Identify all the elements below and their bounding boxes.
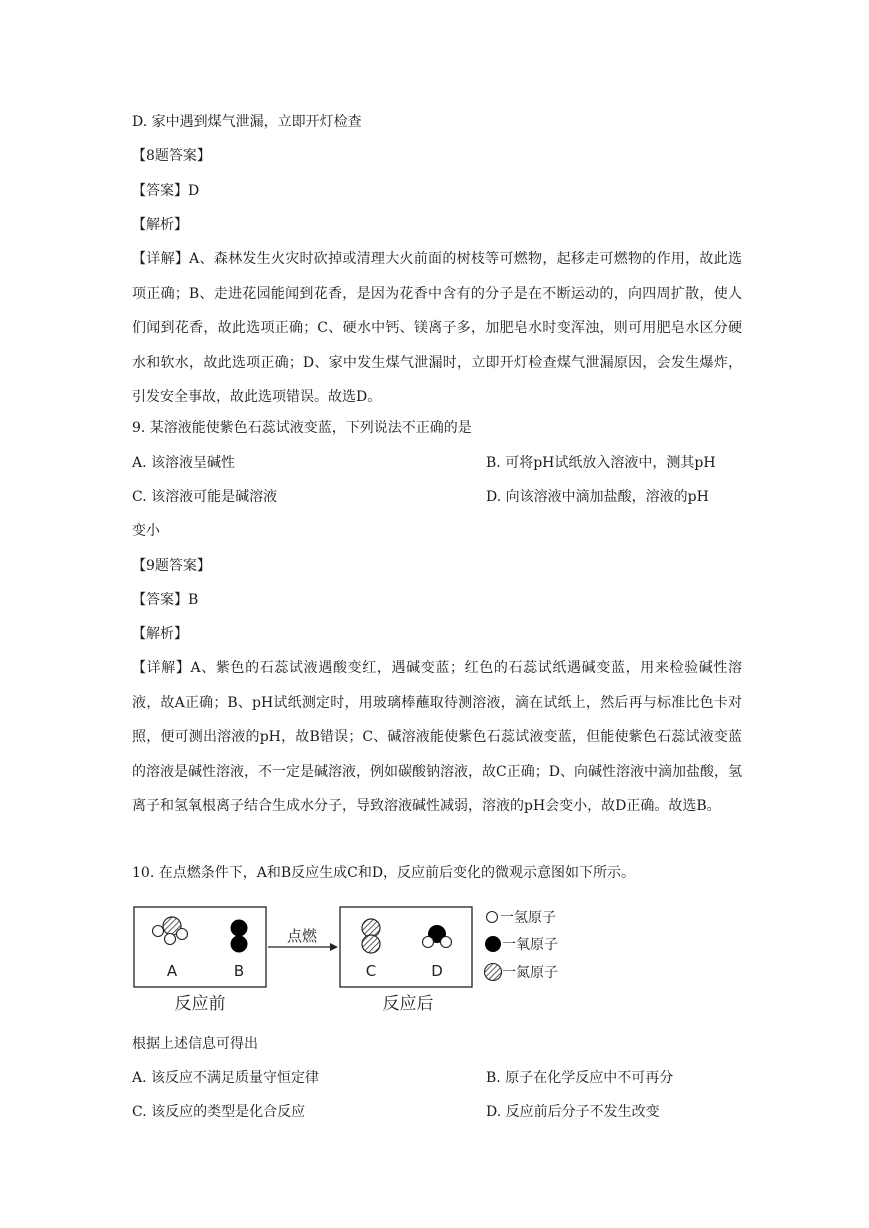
- q10-option-c: C. 该反应的类型是化合反应: [132, 1104, 306, 1120]
- q8-analysis-label: 【解析】: [132, 217, 188, 233]
- q8-answer-header: 【8题答案】: [132, 148, 211, 164]
- label-a: A: [166, 962, 178, 980]
- hydrogen-atom: [423, 937, 434, 948]
- q10-option-a: A. 该反应不满足质量守恒定律: [132, 1070, 320, 1086]
- hydrogen-atom: [441, 937, 452, 948]
- legend-hydrogen-icon: [487, 912, 498, 923]
- hydrogen-atom: [153, 926, 164, 937]
- label-b: B: [233, 962, 245, 980]
- legend-hydrogen-label: 一氢原子: [500, 910, 556, 926]
- label-d: D: [431, 962, 443, 980]
- hydrogen-atom: [165, 934, 176, 945]
- legend-oxygen-label: 一氧原子: [502, 937, 558, 953]
- before-caption: 反应前: [174, 994, 226, 1014]
- after-caption: 反应后: [382, 994, 434, 1014]
- q9-answer-header: 【9题答案】: [132, 558, 211, 574]
- q9-stem: 9. 某溶液能使紫色石蕊试液变蓝，下列说法不正确的是: [132, 420, 472, 436]
- arrow-label: 点燃: [286, 927, 318, 945]
- q8-answer: 【答案】D: [132, 183, 200, 199]
- q9-option-d: D. 向该溶液中滴加盐酸，溶液的pH: [486, 489, 709, 505]
- q9-answer: 【答案】B: [132, 592, 199, 608]
- after-box: [340, 907, 472, 987]
- q9-option-a: A. 该溶液呈碱性: [132, 455, 236, 471]
- q9-analysis-label: 【解析】: [132, 626, 188, 642]
- q9-option-c: C. 该溶液可能是碱溶液: [132, 489, 278, 505]
- legend: [485, 910, 559, 981]
- q8-option-d: D. 家中遇到煤气泄漏，立即开灯检查: [132, 114, 362, 130]
- q9-option-b: B. 可将pH试纸放入溶液中，测其pH: [486, 455, 716, 471]
- arrow-head-icon: [330, 943, 338, 951]
- q10-option-b: B. 原子在化学反应中不可再分: [486, 1070, 674, 1086]
- label-c: C: [365, 962, 377, 980]
- oxygen-atom: [231, 936, 248, 953]
- legend-nitrogen-icon: [485, 964, 502, 981]
- hydrogen-atom: [177, 929, 188, 940]
- q8-detail: 【详解】A、森林发生火灾时砍掉或清理大火前面的树枝等可燃物，起移走可燃物的作用，故此选项正确；B、走进花园能闻到花香，是因为花香中含有的分子是在不断运动的，向四周扩散，使人们闻到花香，故此选项正确；C、硬水中钙、镁离子多，加肥皂水时变浑浊，则可用肥皂水区分硬水和软水，故此选项正确；D、家中发生煤气泄漏时，立即开灯检查煤气泄漏原因，会发生爆炸，引发安全事故，故此选项错误。故选D。: [132, 251, 742, 406]
- reaction-diagram: [132, 900, 592, 1025]
- q10-lead: 根据上述信息可得出: [132, 1036, 258, 1052]
- oxygen-atom: [231, 920, 248, 937]
- reaction-diagram-svg: [132, 900, 592, 1025]
- legend-nitrogen-label: 一氮原子: [502, 965, 558, 981]
- nitrogen-atom: [362, 935, 380, 953]
- nitrogen-atom: [362, 919, 380, 937]
- q10-option-d: D. 反应前后分子不发生改变: [486, 1104, 660, 1120]
- q9-option-d-cont: 变小: [132, 523, 160, 539]
- legend-oxygen-icon: [485, 936, 501, 952]
- q9-detail: 【详解】A、紫色的石蕊试液遇酸变红，遇碱变蓝；红色的石蕊试纸遇碱变蓝，用来检验碱性溶液，故A正确；B、pH试纸测定时，用玻璃棒蘸取待测溶液，滴在试纸上，然后再与标准比色卡对照，便可测出溶液的pH，故B错误；C、碱溶液能使紫色石蕊试液变蓝，但能使紫色石蕊试液变蓝的溶液是碱性溶液，不一定是碱溶液，例如碳酸钠溶液，故C正确；D、向碱性溶液中滴加盐酸，氢离子和氢氧根离子结合生成水分子，导致溶液碱性减弱，溶液的pH会变小，故D正确。故选B。: [132, 660, 742, 815]
- q10-stem: 10. 在点燃条件下，A和B反应生成C和D，反应前后变化的微观示意图如下所示。: [132, 865, 636, 881]
